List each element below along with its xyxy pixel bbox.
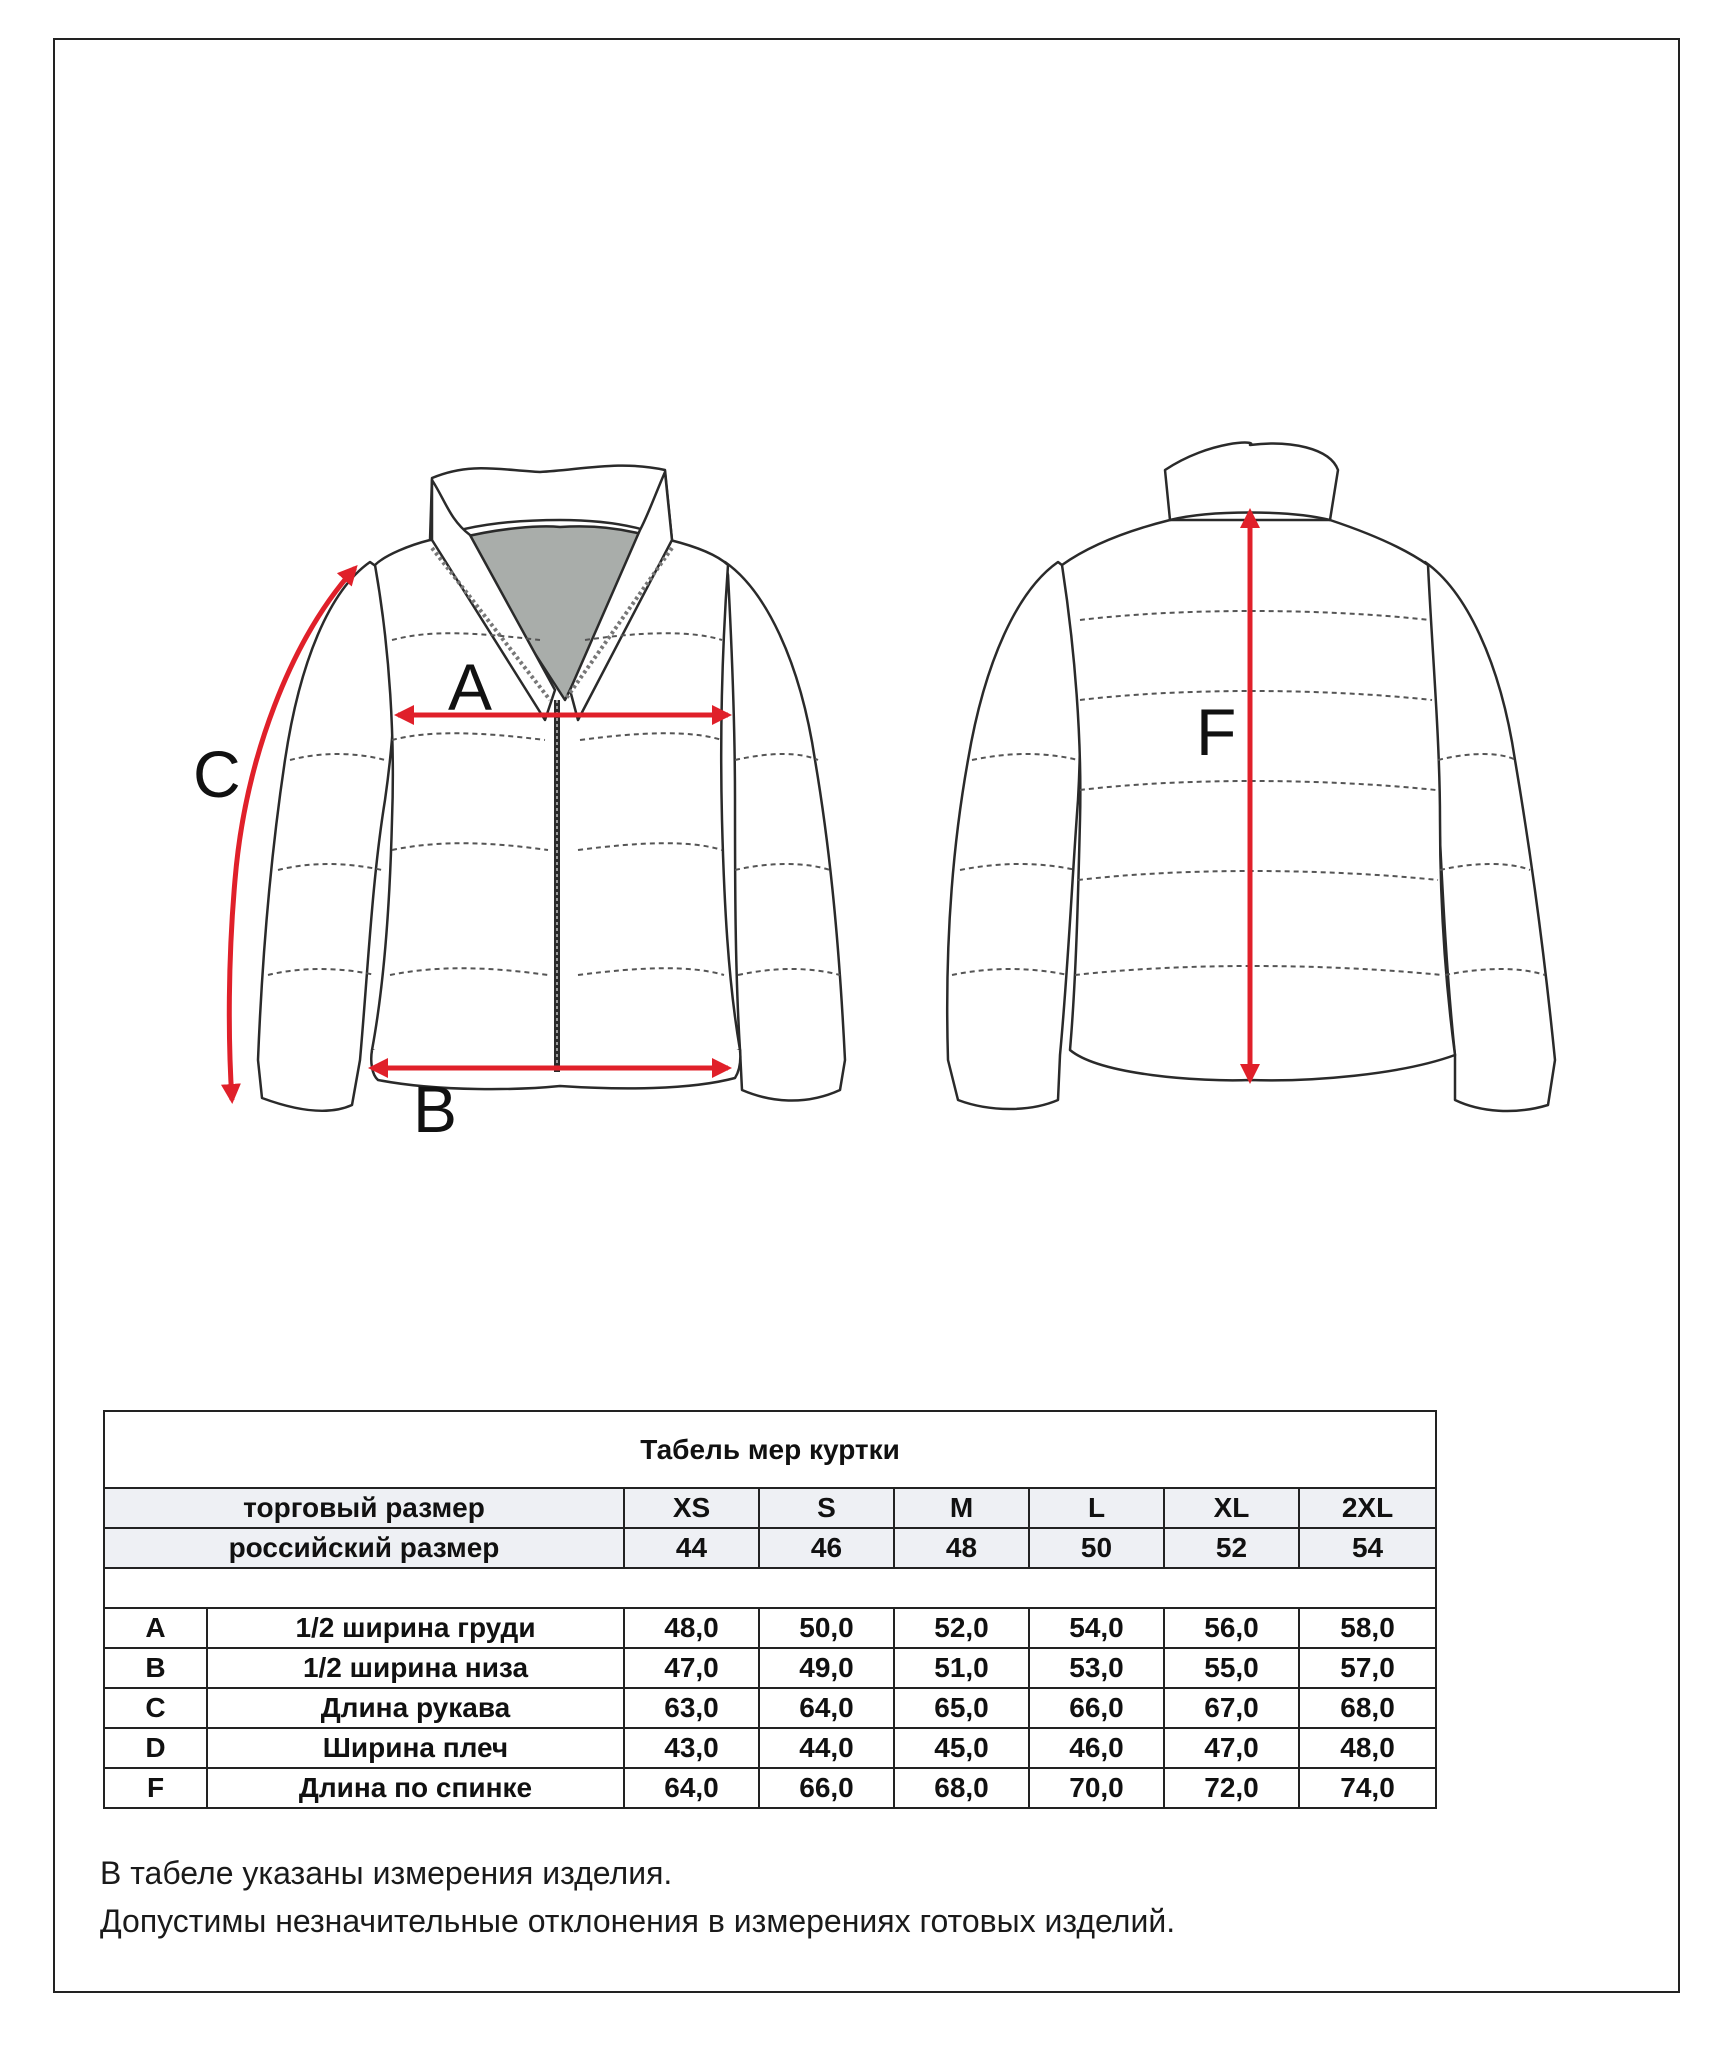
row-value: 74,0 bbox=[1299, 1768, 1436, 1808]
row-value: 52,0 bbox=[894, 1608, 1029, 1648]
row-name: 1/2 ширина груди bbox=[207, 1608, 624, 1648]
row-name: Длина рукава bbox=[207, 1688, 624, 1728]
row-code: D bbox=[104, 1728, 207, 1768]
row-value: 43,0 bbox=[624, 1728, 759, 1768]
row-value: 47,0 bbox=[1164, 1728, 1299, 1768]
size-header: M bbox=[894, 1488, 1029, 1528]
row-name: Длина по спинке bbox=[207, 1768, 624, 1808]
row-value: 46,0 bbox=[1029, 1728, 1164, 1768]
row-value: 72,0 bbox=[1164, 1768, 1299, 1808]
russian-size: 46 bbox=[759, 1528, 894, 1568]
size-table bbox=[103, 1410, 1437, 1809]
row-name: Ширина плеч bbox=[207, 1728, 624, 1768]
size-header: XS bbox=[624, 1488, 759, 1528]
row-value: 70,0 bbox=[1029, 1768, 1164, 1808]
row-value: 55,0 bbox=[1164, 1648, 1299, 1688]
row-value: 44,0 bbox=[759, 1728, 894, 1768]
table-row bbox=[104, 1728, 1436, 1768]
row-code: F bbox=[104, 1768, 207, 1808]
row-value: 49,0 bbox=[759, 1648, 894, 1688]
row-code: C bbox=[104, 1688, 207, 1728]
row-code: A bbox=[104, 1608, 207, 1648]
row-value: 68,0 bbox=[1299, 1688, 1436, 1728]
row-value: 68,0 bbox=[894, 1768, 1029, 1808]
trade-size-row bbox=[104, 1488, 1436, 1528]
size-header: S bbox=[759, 1488, 894, 1528]
row-value: 65,0 bbox=[894, 1688, 1029, 1728]
note-measurements: В табеле указаны измерения изделия. bbox=[100, 1855, 673, 1891]
row-value: 67,0 bbox=[1164, 1688, 1299, 1728]
label-f: F bbox=[1196, 695, 1237, 769]
row-value: 58,0 bbox=[1299, 1608, 1436, 1648]
table-row bbox=[104, 1688, 1436, 1728]
russian-size: 54 bbox=[1299, 1528, 1436, 1568]
spacer-cell bbox=[104, 1568, 1436, 1608]
table-row bbox=[104, 1608, 1436, 1648]
row-value: 54,0 bbox=[1029, 1608, 1164, 1648]
table-title: Табель мер куртки bbox=[104, 1411, 1436, 1488]
row-value: 56,0 bbox=[1164, 1608, 1299, 1648]
label-a: A bbox=[448, 650, 493, 724]
spacer-row bbox=[104, 1568, 1436, 1608]
russian-size: 50 bbox=[1029, 1528, 1164, 1568]
row-value: 64,0 bbox=[624, 1768, 759, 1808]
size-header: XL bbox=[1164, 1488, 1299, 1528]
row-code: B bbox=[104, 1648, 207, 1688]
label-b: B bbox=[413, 1072, 458, 1146]
russian-size: 44 bbox=[624, 1528, 759, 1568]
row-value: 50,0 bbox=[759, 1608, 894, 1648]
size-header: 2XL bbox=[1299, 1488, 1436, 1528]
row-value: 63,0 bbox=[624, 1688, 759, 1728]
note-deviations: Допустимы незначительные отклонения в измерениях готовых изделий. bbox=[100, 1903, 1176, 1939]
row-value: 51,0 bbox=[894, 1648, 1029, 1688]
row-value: 57,0 bbox=[1299, 1648, 1436, 1688]
row-value: 45,0 bbox=[894, 1728, 1029, 1768]
label-c: C bbox=[193, 737, 241, 811]
row-name: 1/2 ширина низа bbox=[207, 1648, 624, 1688]
row-value: 48,0 bbox=[1299, 1728, 1436, 1768]
row-value: 66,0 bbox=[1029, 1688, 1164, 1728]
front-jacket-drawing bbox=[258, 466, 845, 1111]
russian-size-row bbox=[104, 1528, 1436, 1568]
row-value: 48,0 bbox=[624, 1608, 759, 1648]
row-value: 64,0 bbox=[759, 1688, 894, 1728]
size-header: L bbox=[1029, 1488, 1164, 1528]
row-value: 47,0 bbox=[624, 1648, 759, 1688]
russian-size: 48 bbox=[894, 1528, 1029, 1568]
row-value: 66,0 bbox=[759, 1768, 894, 1808]
table-row bbox=[104, 1648, 1436, 1688]
trade-size-label: торговый размер bbox=[104, 1488, 624, 1528]
row-value: 53,0 bbox=[1029, 1648, 1164, 1688]
table-row bbox=[104, 1768, 1436, 1808]
russian-size-label: российский размер bbox=[104, 1528, 624, 1568]
russian-size: 52 bbox=[1164, 1528, 1299, 1568]
